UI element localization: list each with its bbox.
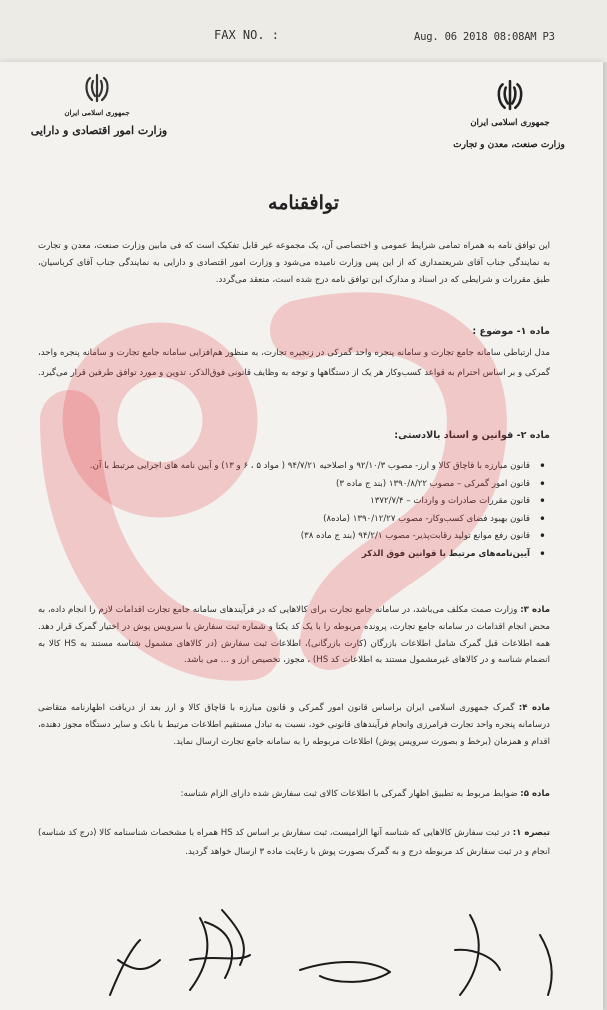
left-republic-text: جمهوری اسلامی ایران xyxy=(64,108,130,117)
article3-text: وزارت صمت مکلف می‌باشد، در سامانه جامع تجارت برای کالاهایی که در فرآیندهای سامانه جامع تجارت اقدامات لازم را انجام داده، به محض انجام اقدامات در سامانه جامع تجارت، پرونده مربوطه را با یک کد یکتا و شماره ثبت سفارش با سرویس پوش در اختیار گمرک قرار دهد. همه اطلاعات قبل گمرک شامل اطلاعات بازرگان (کارت بازرگانی)، اطلاعات ثبت سفارش (در کالاهای مشمول شناسه مستند به HS کالا به انضمام شناسه و در کالاهای غیرمشمول مستند به اطلاعات کد HS) ، مجوز، تخصیص ارز و ... می باشد. xyxy=(38,605,550,666)
article2-heading: ماده ۲- قوانین و اسناد بالادستی: xyxy=(394,430,550,441)
note1-label: تبصره ۱: xyxy=(512,828,551,838)
article3-label: ماده ۳: xyxy=(520,605,551,615)
iran-emblem-icon xyxy=(494,78,526,112)
fax-header xyxy=(0,0,607,62)
law-item: • قانون مقررات صادرات و واردات – ۱۳۷۲/۷/۴ xyxy=(38,493,550,511)
article5-label: ماده ۵: xyxy=(520,789,550,799)
article3-paragraph xyxy=(38,602,550,669)
article2-list xyxy=(38,458,550,563)
intro-paragraph: این توافق نامه به همراه تمامی شرایط عمومی و اختصاصی آن، یک مجموعه غیر قابل تفکیک است که فی مابین وزارت صنعت، معدن و تجارت به نمایندگی جناب آقای شریعتمداری که از این پس وزارت نامیده می‌شود و وزارت امور اقتصادی و دارایی به نمایندگی جناب آقای کرباسیان، طبق مقررات و شرایطی که در اسناد و مدارک این توافق نامه درج شده است، منعقد می‌گردد. xyxy=(38,241,550,285)
right-ministry-name: وزارت صنعت، معدن و تجارت xyxy=(453,140,565,150)
fax-number-label: FAX NO. : xyxy=(214,28,280,42)
article4-paragraph xyxy=(38,700,550,750)
law-item-text: آیین‌نامه‌های مرتبط با قوانین فوق الذکر xyxy=(361,548,530,559)
article4-text: گمرک جمهوری اسلامی ایران براساس قانون امور گمرکی و قانون مبارزه با قاچاق کالا و ارز بعد از دریافت اظهارنامه متقاضی درسامانه پنجره واحد تجارت فرامرزی وانجام فرآیندهای قانونی خود، نسبت به تبادل مستقیم اطلاعات مرتبط با بانک و سایر دستگاه مجوز دهنده، اقدام و همزمان (برخط و بصورت سرویس پوش) اطلاعات مربوطه را به سامانه جامع تجارت ارسال نماید. xyxy=(38,703,550,747)
law-item xyxy=(38,546,550,564)
law-item: • قانون رفع موانع تولید رقابت‌پذیر- مصوب ۹۴/۲/۱ (بند ج ماده ۳۸) xyxy=(38,528,550,546)
article1-heading: ماده ۱- موضوع : xyxy=(472,326,550,337)
document-title: توافقنامه xyxy=(268,192,339,214)
article5-text: ضوابط مربوط به تطبیق اظهار گمرکی با اطلاعات کالای ثبت سفارش شده دارای الزام شناسه: xyxy=(180,789,518,799)
article4-label: ماده ۴: xyxy=(518,703,551,713)
article1-text: مدل ارتباطی سامانه جامع تجارت و سامانه پنجره واحد گمرکی در زنجیره تجارت، به منظور هم‌افزایی سامانه جامع تجارت و سامانه پنجره واحد، گمرکی و بر اساس احترام به قواعد کسب‌وکار هر یک از دستگاهها و توجه به وظایف قانونی فوق‌الذکر، تدوین و مورد توافق طرفین قرار می‌گیرد. xyxy=(38,348,550,378)
note1-text: در ثبت سفارش کالاهایی که شناسه آنها الزامیست، ثبت سفارش بر اساس کد HS همراه با مشخصات شناسنامه کالا (درج کد شناسه) انجام و در ثبت سفارش کد مربوطه درج و به گمرک بصورت پوش با رعایت ماده ۳ ارسال خواهد گردید. xyxy=(38,828,550,857)
law-item: • قانون امور گمرکی – مصوب ۱۳۹۰/۸/۲۲ (بند ج ماده ۳) xyxy=(38,476,550,494)
handwritten-signatures xyxy=(0,900,607,1010)
right-republic-text: جمهوری اسلامی ایران xyxy=(470,118,550,128)
article5-paragraph xyxy=(38,786,550,803)
law-item: • قانون بهبود فضای کسب‌وکار- مصوب ۱۳۹۰/۱۲/۲۷ (ماده۸) xyxy=(38,511,550,529)
note1-paragraph xyxy=(38,824,550,862)
left-ministry-name: وزارت امور اقتصادی و دارایی xyxy=(30,124,168,137)
fax-date-page: Aug. 06 2018 08:08AM P3 xyxy=(414,31,555,43)
law-item: • قانون مبارزه با قاچاق کالا و ارز- مصوب ۹۲/۱۰/۳ و اصلاحیه ۹۴/۷/۲۱ ( مواد ۵ ، ۶ و ۱۳) و آیین نامه های اجرایی مرتبط با آن. xyxy=(38,458,550,476)
iran-emblem-icon xyxy=(82,72,112,104)
